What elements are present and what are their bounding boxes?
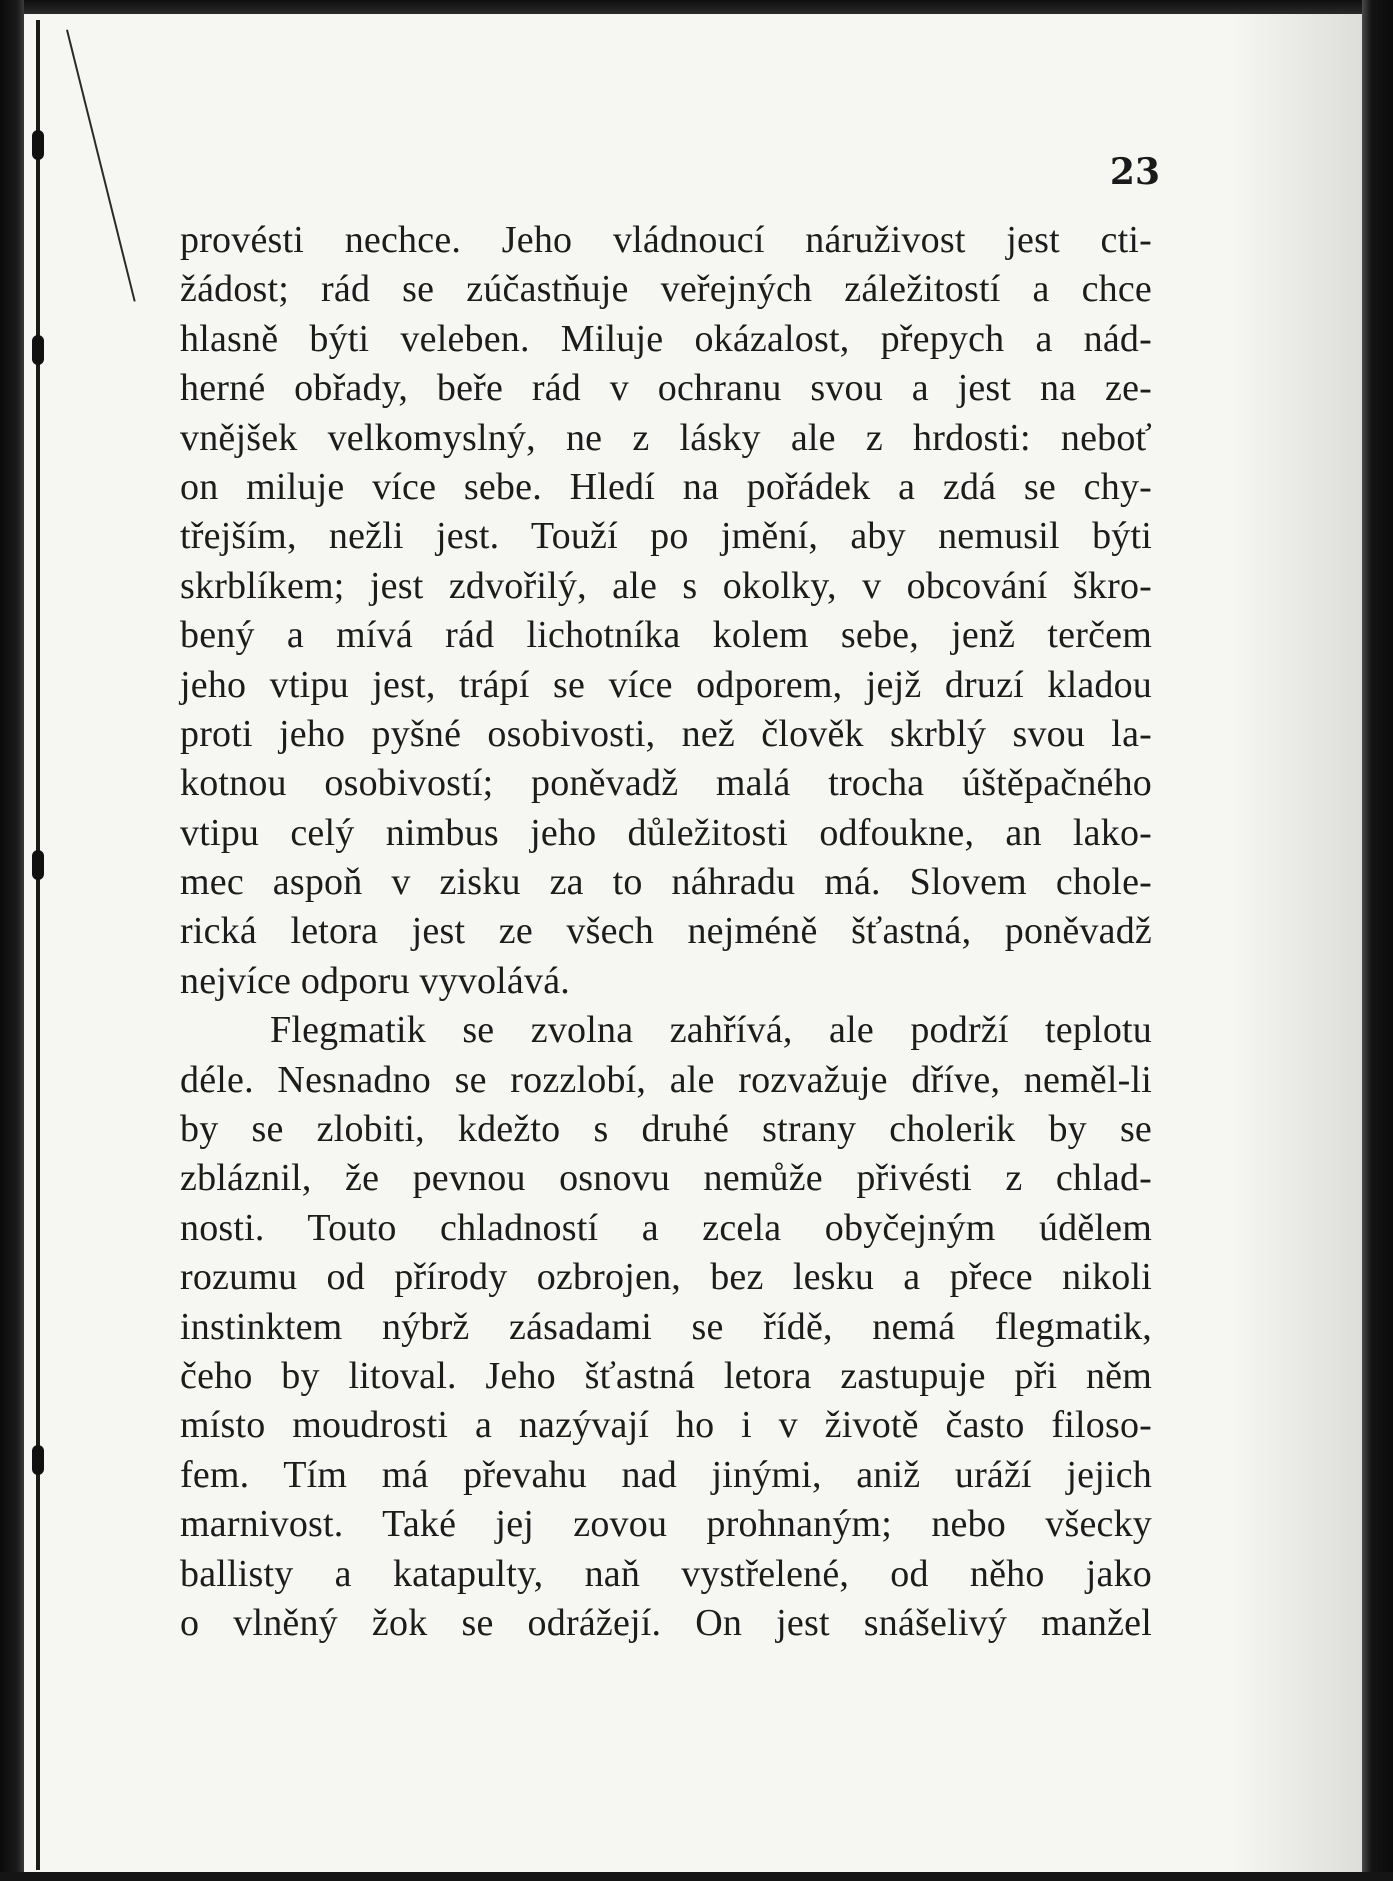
text-line: nejvíce odporu vyvolává. [180,959,570,1002]
text-line: rická letora jest ze všech nejméně šťastná, poněvadž [180,910,1152,953]
text-line: místo moudrosti a nazývají ho i v životě často filoso- [180,1404,1152,1447]
text-line: ballisty a katapulty, naň vystřelené, od něho jako [180,1552,1152,1595]
text-line: bený a mívá rád lichotníka kolem sebe, jenž terčem [180,614,1152,657]
page-number: 23 [1109,151,1160,193]
binding-notch [32,850,44,880]
paragraph [180,216,1152,1006]
text-line: hlasně býti veleben. Miluje okázalost, přepych a nád- [180,317,1152,360]
text-line: instinktem nýbrž zásadami se řídě, nemá flegmatik, [180,1305,1152,1348]
body-text [180,216,1152,1648]
text-line: vtipu celý nimbus jeho důležitosti odfoukne, an lako- [180,811,1152,854]
text-line: skrblíkem; jest zdvořilý, ale s okolky, v obcování škro- [180,564,1152,607]
text-line: kotnou osobivostí; poněvadž malá trocha úštěpačného [180,762,1152,805]
binding-notch [32,1445,44,1475]
scan-right-edge [1362,0,1393,1881]
page-crease [66,30,136,302]
text-line: fem. Tím má převahu nad jinými, aniž uráží jejich [180,1453,1152,1496]
text-line: jeho vtipu jest, trápí se více odporem, jejž druzí kladou [180,663,1152,706]
text-line: provésti nechce. Jeho vládnoucí náruživost jest cti- [180,219,1152,261]
text-line: herné obřady, beře rád v ochranu svou a jest na ze- [180,367,1152,410]
text-line: on miluje více sebe. Hledí na pořádek a zdá se chy- [180,465,1152,508]
text-line: o vlněný žok se odrážejí. On jest snášelivý manžel [180,1601,1152,1644]
text-line: čeho by litoval. Jeho šťastná letora zastupuje při něm [180,1354,1152,1397]
text-line: mec aspoň v zisku za to náhradu má. Slovem chole- [180,861,1152,904]
text-line: zbláznil, že pevnou osnovu nemůže přivésti z chlad- [180,1157,1152,1200]
text-line: déle. Nesnadno se rozzlobí, ale rozvažuje dříve, neměl-li [180,1058,1152,1101]
binding-notch [32,130,44,160]
text-line: nosti. Touto chladností a zcela obyčejným údělem [180,1206,1152,1249]
scan-left-edge [0,0,24,1881]
text-line: marnivost. Také jej zovou prohnaným; nebo všecky [180,1503,1152,1546]
scan-bottom-edge [0,1872,1393,1881]
binding-notch [32,335,44,365]
binding-line [36,20,40,1870]
page-shadow [1230,14,1362,1872]
text-line: by se zlobiti, kdežto s druhé strany cholerik by se [180,1108,1152,1151]
text-line: žádost; rád se zúčastňuje veřejných záležitostí a chce [180,268,1152,311]
scan-top-edge [0,0,1393,14]
text-line: Flegmatik se zvolna zahřívá, ale podrží teplotu [270,1009,1152,1052]
text-line: rozumu od přírody ozbrojen, bez lesku a přece nikoli [180,1256,1152,1299]
paragraph [180,1006,1152,1648]
text-line: třejším, nežli jest. Touží po jmění, aby nemusil býti [180,515,1152,558]
text-line: vnějšek velkomyslný, ne z lásky ale z hrdosti: neboť [180,416,1152,459]
text-line: proti jeho pyšné osobivosti, než člověk skrblý svou la- [180,712,1152,755]
